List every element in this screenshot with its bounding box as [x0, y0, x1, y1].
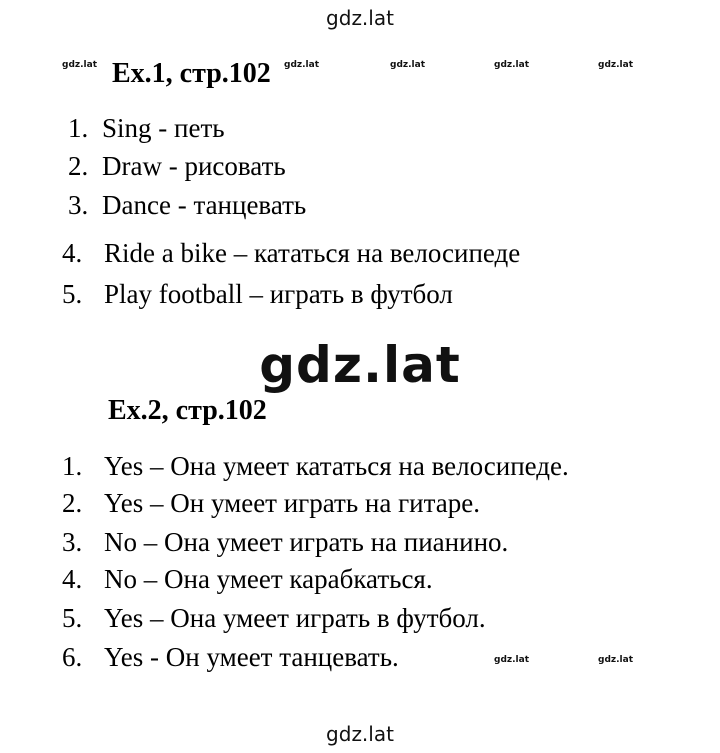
watermark-top: gdz.lat [326, 6, 394, 30]
exercise-2-heading: Ex.2, стр.102 [108, 395, 267, 426]
item-number: 1. [62, 451, 83, 481]
watermark-small: gdz.lat [598, 60, 634, 70]
item-number: 3. [68, 190, 89, 220]
item-number: 6. [62, 642, 83, 672]
exercise-1-item [68, 113, 225, 144]
watermark-center: gdz.lat [259, 336, 461, 394]
item-text: No – Она умеет карабкаться. [104, 564, 433, 594]
watermark-small: gdz.lat [284, 60, 320, 70]
item-text: Dance - танцевать [102, 190, 307, 220]
watermark-small: gdz.lat [494, 60, 530, 70]
exercise-1-heading: Ex.1, стр.102 [112, 58, 271, 89]
exercise-1-item [68, 151, 286, 182]
exercise-2-item [62, 527, 508, 558]
exercise-2-item [62, 603, 486, 634]
item-number: 3. [62, 527, 83, 557]
item-text: Yes – Она умеет играть в футбол. [104, 603, 486, 633]
item-text: Sing - петь [102, 113, 225, 143]
item-number: 4. [62, 564, 83, 594]
watermark-small: gdz.lat [390, 60, 426, 70]
item-number: 5. [62, 603, 83, 633]
exercise-2-item [62, 642, 399, 673]
item-number: 1. [68, 113, 89, 143]
item-text: Yes - Он умеет танцевать. [104, 642, 399, 672]
item-text: Draw - рисовать [102, 151, 286, 181]
exercise-2-item [62, 488, 480, 519]
item-number: 2. [68, 151, 89, 181]
exercise-2-item [62, 564, 433, 595]
watermark-small: gdz.lat [62, 60, 98, 70]
exercise-1-item [62, 279, 453, 310]
watermark-small: gdz.lat [494, 655, 530, 665]
item-text: Yes – Она умеет кататься на велосипеде. [104, 451, 569, 481]
item-text: Yes – Он умеет играть на гитаре. [104, 488, 480, 518]
item-number: 5. [62, 279, 83, 309]
watermark-bottom: gdz.lat [326, 722, 394, 746]
item-text: No – Она умеет играть на пианино. [104, 527, 509, 557]
item-number: 2. [62, 488, 83, 518]
item-number: 4. [62, 238, 83, 268]
exercise-2-item [62, 451, 569, 482]
watermark-small: gdz.lat [598, 655, 634, 665]
item-text: Play football – играть в футбол [104, 279, 453, 309]
exercise-1-item [68, 190, 306, 221]
item-text: Ride a bike – кататься на велосипеде [104, 238, 521, 268]
exercise-1-item [62, 238, 520, 269]
